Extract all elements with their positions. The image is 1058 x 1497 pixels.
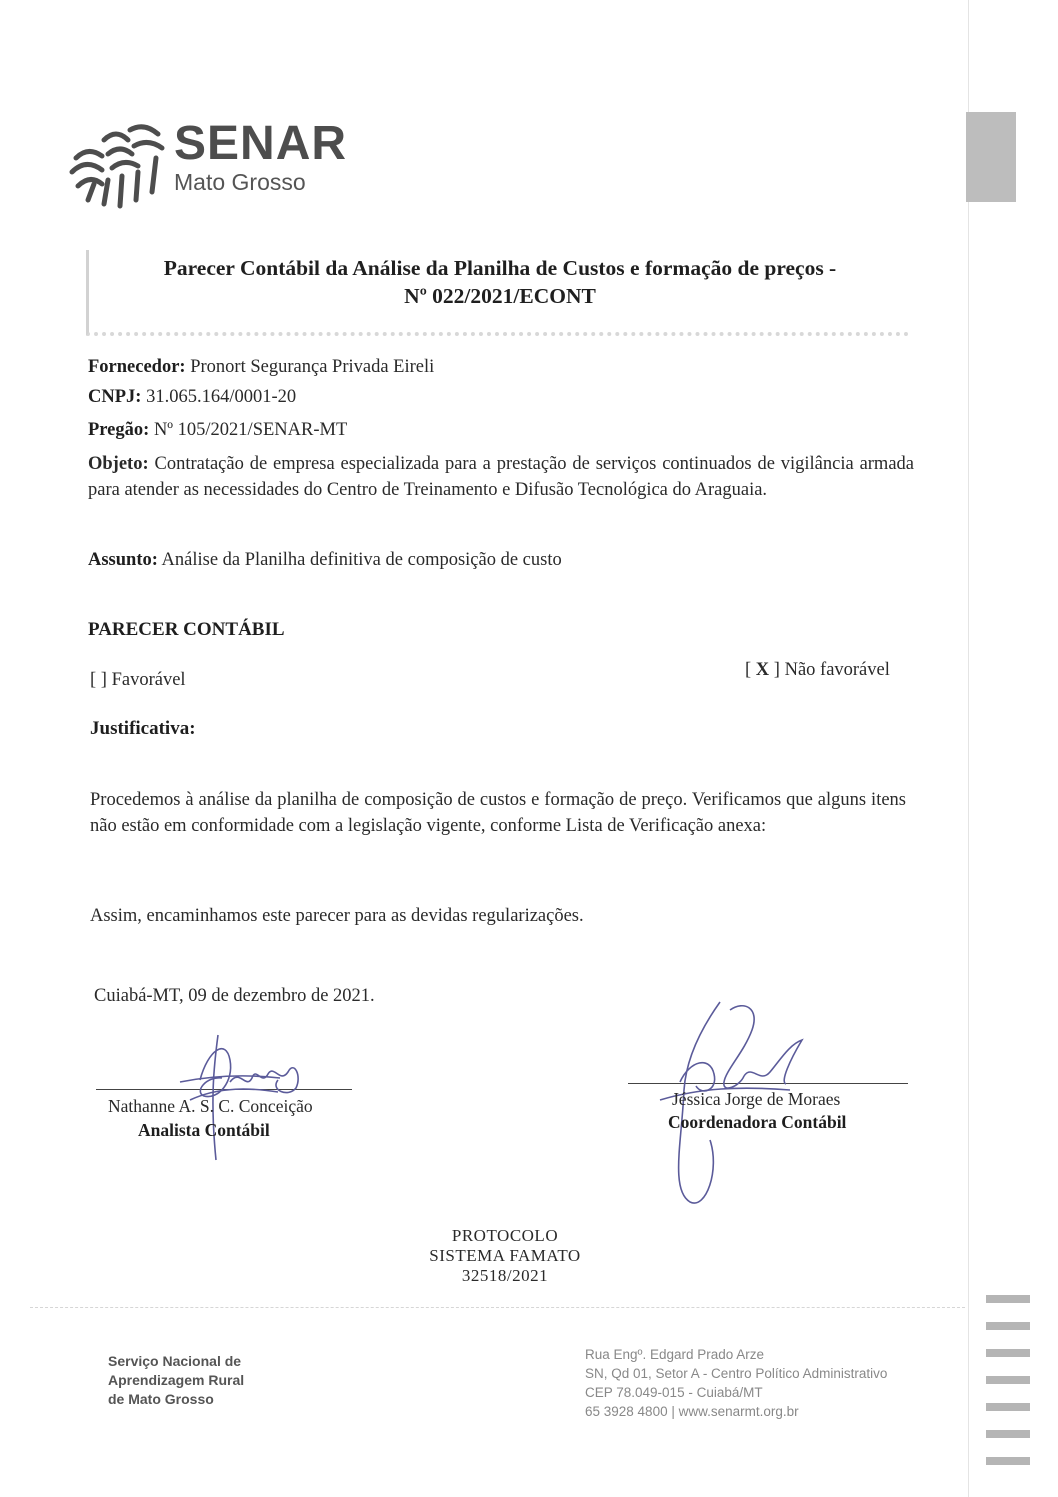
logo-name: SENAR [174,117,348,170]
objeto-field [88,451,914,503]
pregao-label: Pregão: [88,420,150,440]
assunto-field [88,547,562,573]
footer-address-line-2: SN, Qd 01, Setor A - Centro Político Administrativo [585,1366,888,1381]
scan-gray-tab [966,112,1016,202]
protocolo-stamp [400,1226,610,1286]
justificativa-heading: Justificativa: [90,718,196,739]
footer-address [585,1345,887,1421]
logo-wordmark [174,117,348,196]
footer-org-line-2: Aprendizagem Rural [108,1372,245,1388]
logo-subtitle: Mato Grosso [174,169,306,195]
signatory-1-name: Nathanne A. S. C. Conceição [108,1096,313,1116]
date-line: Cuiabá-MT, 09 de dezembro de 2021. [94,986,375,1006]
justificativa-paragraph: Procedemos à análise da planilha de composição de custos e formação de preço. Verificamos que alguns itens não estão em conformidade com a legislação vigente, conforme Lista de Verificação anexa: [90,790,906,836]
nao-favoravel-mark: X [755,660,770,680]
title-line-1: Parecer Contábil da Análise da Planilha de Custos e formação de preços - [163,256,837,280]
footer-organization [108,1352,244,1409]
fornecedor-label: Fornecedor: [88,357,186,377]
fornecedor-value: Pronort Segurança Privada Eireli [185,357,435,377]
footer-org-line-3: de Mato Grosso [108,1391,214,1407]
pregao-field [88,417,347,443]
footer-address-line-1: Rua Engº. Edgard Prado Arze [585,1347,765,1362]
scan-edge-line [968,0,969,1497]
protocolo-line-1: PROTOCOLO [451,1226,559,1245]
nao-open-bracket: [ [745,660,756,680]
protocolo-line-3: 32518/2021 [461,1266,549,1285]
scan-edge-ticks [986,1295,1030,1484]
fornecedor-field [88,354,434,380]
assunto-label: Assunto: [88,550,158,570]
document-title [90,254,910,310]
cnpj-field [88,384,296,410]
favoravel-option: [ ] Favorável [90,670,186,690]
footer-address-line-3: CEP 78.049-015 - Cuiabá/MT [585,1385,763,1400]
assunto-value: Análise da Planilha definitiva de composição de custo [157,550,562,570]
objeto-label: Objeto: [88,454,149,474]
handwritten-signature-1-icon [160,1020,320,1170]
nao-favoravel-label: ] Não favorável [769,660,890,680]
signatory-2-role: Coordenadora Contábil [668,1112,847,1132]
parecer-heading: PARECER CONTÁBIL [88,619,285,640]
title-line-2: Nº 022/2021/ECONT [404,284,596,308]
footer-org-line-1: Serviço Nacional de [108,1353,242,1369]
signatory-2-name: Jéssica Jorge de Moraes [672,1089,841,1109]
closing-sentence: Assim, encaminhamos este parecer para as devidas regularizações. [90,906,584,926]
signatory-1-role: Analista Contábil [138,1120,270,1140]
objeto-value: Contratação de empresa especializada para a prestação de serviços continuados de vigilância armada para atender as necessidades do Centro de Treinamento e Difusão Tecnológica do Araguaia. [88,454,914,500]
cnpj-label: CNPJ: [88,387,142,407]
pregao-value: Nº 105/2021/SENAR-MT [149,420,348,440]
nao-favoravel-option [745,660,890,681]
footer-divider [30,1307,965,1308]
senar-logo-icon [68,118,168,213]
footer-address-line-4[interactable]: 65 3928 4800 | www.senarmt.org.br [585,1404,799,1419]
cnpj-value: 31.065.164/0001-20 [141,387,297,407]
protocolo-line-2: SISTEMA FAMATO [429,1246,581,1265]
